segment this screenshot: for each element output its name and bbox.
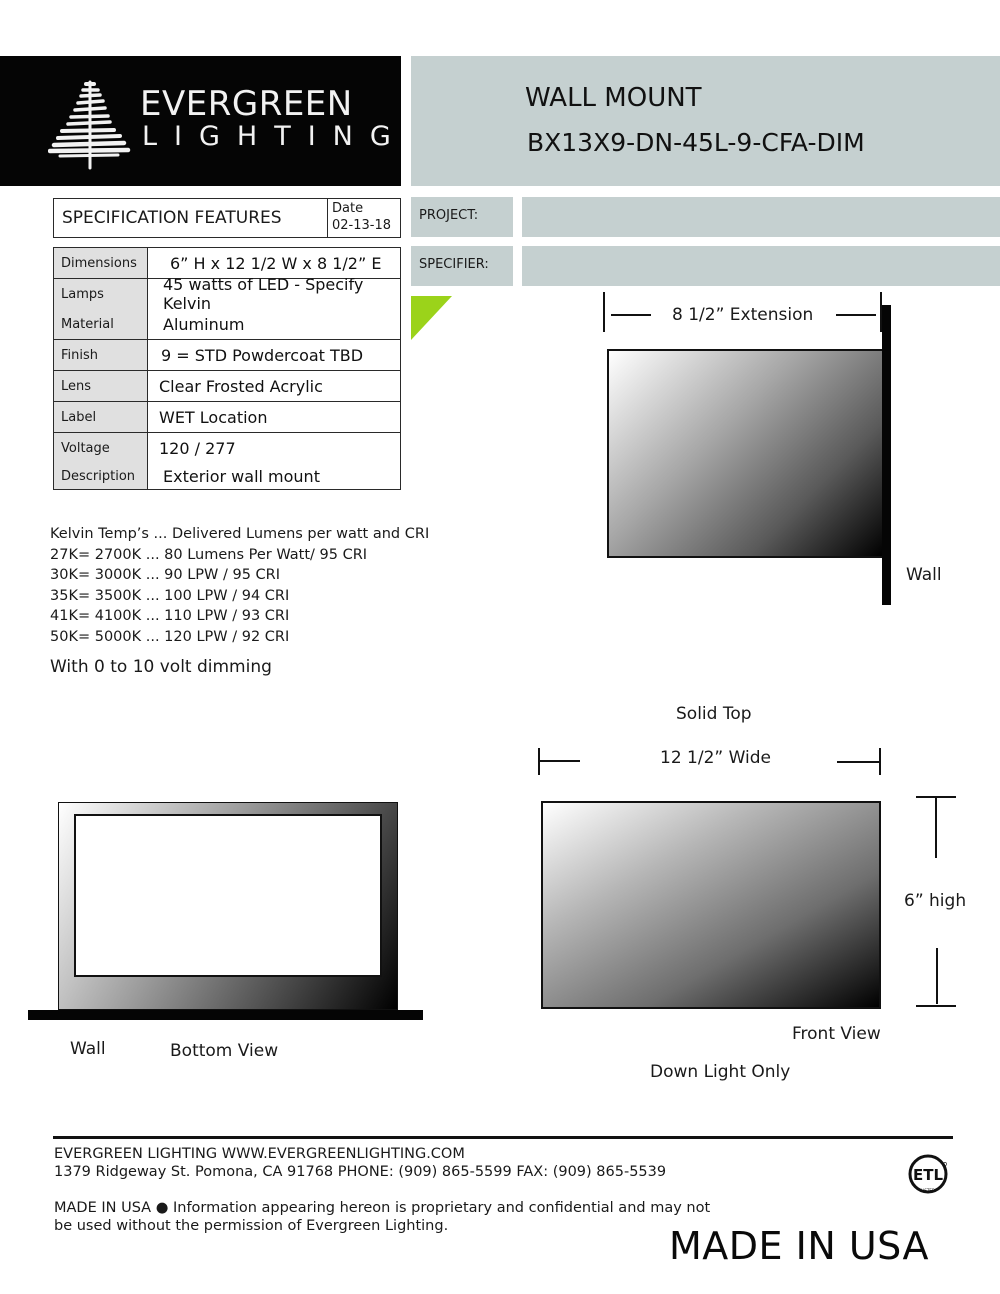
footer-address: 1379 Ridgeway St. Pomona, CA 91768 PHONE: (909) 865-5599 FAX: (909) 865-5539	[54, 1164, 667, 1180]
kelvin-row: 41K= 4100K ... 110 LPW / 93 CRI	[50, 608, 290, 625]
spec-label: Lamps	[61, 286, 104, 302]
height-bottom-line	[936, 948, 938, 1004]
height-label: 6” high	[904, 891, 967, 911]
project-label: PROJECT:	[411, 197, 513, 237]
brand-name: EVERGREEN	[140, 84, 353, 124]
brand-subtitle: LIGHTING	[142, 121, 408, 152]
kelvin-row: 30K= 3000K ... 90 LPW / 95 CRI	[50, 567, 281, 584]
front-view-label: Front View	[792, 1024, 881, 1044]
spec-label: Voltage	[61, 440, 110, 456]
specifier-label: SPECIFIER:	[411, 246, 513, 286]
front-view-fixture	[541, 801, 881, 1009]
width-right-line	[837, 761, 879, 763]
spec-row-finish	[54, 340, 400, 371]
svg-text:ETL: ETL	[912, 1166, 944, 1184]
spec-label: Material	[61, 316, 114, 332]
kelvin-row: 35K= 3500K ... 100 LPW / 94 CRI	[50, 587, 290, 604]
spec-features-header	[53, 198, 401, 238]
spec-value: WET Location	[159, 407, 268, 427]
kelvin-row: 27K= 2700K ... 80 Lumens Per Watt/ 95 CRI	[50, 546, 368, 563]
width-label: 12 1/2” Wide	[660, 748, 772, 768]
extension-label: 8 1/2” Extension	[672, 305, 814, 325]
kelvin-list	[50, 524, 429, 648]
footer-disclaimer: MADE IN USA ● Information appearing hereon is proprietary and confidential and may not	[54, 1200, 711, 1216]
spec-value: 6” H x 12 1/2 W x 8 1/2” E	[170, 253, 382, 273]
project-field[interactable]	[522, 197, 1000, 237]
width-left-line	[540, 760, 580, 762]
bottom-view-wall	[28, 1010, 423, 1020]
down-light-note: Down Light Only	[650, 1062, 791, 1082]
spec-value: 120 / 277	[159, 438, 236, 458]
date-value: 02-13-18	[332, 218, 392, 233]
spec-value: Exterior wall mount	[163, 466, 320, 486]
spec-value: Aluminum	[163, 314, 245, 334]
extension-left-line	[611, 314, 651, 316]
spec-label: Lens	[61, 378, 92, 394]
spec-label: Dimensions	[61, 255, 137, 271]
product-title: WALL MOUNT	[525, 83, 702, 113]
spec-row-lens	[54, 371, 400, 402]
footer-company: EVERGREEN LIGHTING WWW.EVERGREENLIGHTING.COM	[54, 1146, 465, 1162]
spec-table	[53, 247, 401, 490]
made-in-usa-badge: MADE IN USA	[669, 1224, 929, 1268]
spec-label: Label	[61, 409, 97, 425]
accent-triangle	[411, 296, 452, 340]
extension-left-tick	[603, 292, 605, 332]
evergreen-tree-logo-icon	[48, 78, 132, 170]
spec-row-lamps-material	[54, 275, 400, 340]
spec-label: Finish	[61, 347, 99, 363]
solid-top-label: Solid Top	[676, 704, 752, 724]
footer-disclaimer-cont: be used without the permission of Evergreen Lighting.	[54, 1218, 449, 1234]
width-right-tick	[879, 748, 881, 775]
bottom-view-label: Bottom View	[170, 1041, 279, 1061]
height-top-line	[935, 796, 937, 858]
spec-row-label	[54, 402, 400, 433]
extension-right-line	[836, 314, 876, 316]
date-cell	[327, 199, 400, 237]
etl-listed-mark-icon	[906, 1154, 952, 1196]
spec-features-title: SPECIFICATION FEATURES	[62, 208, 282, 228]
specifier-field[interactable]	[522, 246, 1000, 286]
kelvin-heading: Kelvin Temp’s ... Delivered Lumens per watt and CRI	[50, 526, 430, 542]
spec-value: 45 watts of LED - Specify Kelvin	[163, 275, 364, 313]
model-number: BX13X9-DN-45L-9-CFA-DIM	[527, 128, 865, 157]
side-wall-label: Wall	[906, 565, 942, 585]
spec-label: Description	[61, 468, 136, 484]
title-block	[411, 56, 1000, 186]
spec-row-voltage-description	[54, 433, 400, 489]
spec-value: 9 = STD Powdercoat TBD	[161, 345, 364, 365]
side-view-wall	[882, 305, 891, 605]
bottom-view-lens	[74, 814, 382, 977]
kelvin-row: 50K= 5000K ... 120 LPW / 92 CRI	[50, 628, 290, 645]
side-view-fixture	[607, 349, 884, 558]
svg-text:LISTED: LISTED	[921, 1188, 935, 1193]
date-label: Date	[332, 201, 364, 216]
spec-value: Clear Frosted Acrylic	[159, 376, 323, 396]
bottom-wall-label: Wall	[70, 1039, 106, 1059]
dimming-note: With 0 to 10 volt dimming	[50, 657, 272, 677]
footer-divider	[53, 1136, 953, 1139]
height-bottom-tick	[916, 1005, 956, 1007]
